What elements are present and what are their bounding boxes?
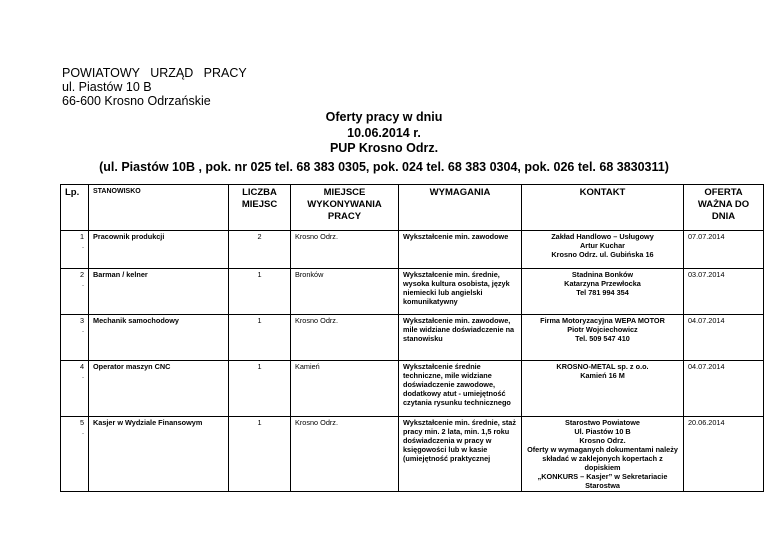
page-heading [0,110,768,157]
table-row [61,361,764,417]
cell-valid-until: 07.07.2014 [684,231,764,269]
row-number: 5 [79,418,84,427]
header-requirements: WYMAGANIA [399,185,522,231]
cell-contact [522,231,684,269]
office-contact-line: (ul. Piastów 10B , pok. nr 025 tel. 68 383 0305, pok. 024 tel. 68 383 0304, pok. 026 tel. 68 3830311) [99,160,669,174]
row-number: 3 [79,316,84,325]
cell-count: 1 [229,361,291,417]
contact-line: Tel 781 994 354 [576,288,629,297]
heading-line-1: Oferty pracy w dniu [325,110,443,124]
contact-line: składać w zaklejonych kopertach z dopiskiem [542,454,663,472]
cell-lp [61,361,89,417]
cell-valid-until: 04.07.2014 [684,361,764,417]
cell-lp [61,269,89,315]
table-row [61,269,764,315]
contact-line: Ul. Piastów 10 B [574,427,631,436]
cell-position: Barman / kelner [89,269,229,315]
cell-lp [61,315,89,361]
heading-date: 10.06.2014 r. [347,125,421,140]
contact-line: Stadnina Bonków [571,270,634,279]
cell-valid-until: 03.07.2014 [684,269,764,315]
table-row [61,315,764,361]
office-city: 66-600 Krosno Odrzańskie [62,94,211,108]
row-number-dot: . [81,325,84,334]
cell-lp [61,231,89,269]
header-position: STANOWISKO [89,185,229,231]
cell-position: Operator maszyn CNC [89,361,229,417]
cell-place: Krosno Odrz. [291,417,399,492]
contact-line: Artur Kuchar [579,241,625,250]
cell-place: Kamień [291,361,399,417]
row-number: 1 [79,232,84,241]
cell-valid-until: 20.06.2014 [684,417,764,492]
contact-line: Kamień 16 M [580,371,625,380]
row-number-dot: . [81,279,84,288]
contact-line: „KONKURS – Kasjer” w Sekretariacie Starostwa [537,472,668,490]
cell-position: Pracownik produkcji [89,231,229,269]
contact-line: Zakład Handlowo – Usługowy [551,232,654,241]
table-header-row [61,185,764,231]
heading-office: PUP Krosno Odrz. [329,141,439,155]
contact-line: Firma Motoryzacyjna WEPA MOTOR [540,316,665,325]
cell-contact [522,269,684,315]
cell-place: Krosno Odrz. [291,315,399,361]
cell-requirements: Wykształcenie średnie techniczne, mile widziane doświadczenie zawodowe, dodatkowy atut - umiejętność czytania rysunku technicznego [399,361,522,417]
cell-contact [522,361,684,417]
cell-count: 1 [229,269,291,315]
cell-contact [522,315,684,361]
cell-position: Kasjer w Wydziale Finansowym [89,417,229,492]
contact-line: Katarzyna Przewłocka [564,279,641,288]
contact-line: Oferty w wymaganych dokumentami należy [527,445,678,454]
header-count: LICZBA MIEJSC [229,185,291,231]
cell-place: Krosno Odrz. [291,231,399,269]
cell-count: 1 [229,315,291,361]
contact-line: Piotr Wojciechowicz [567,325,638,334]
cell-valid-until: 04.07.2014 [684,315,764,361]
row-number: 2 [79,270,84,279]
row-number-dot: . [81,241,84,250]
office-street: ul. Piastów 10 B [62,80,152,94]
row-number-dot: . [81,371,84,380]
cell-requirements: Wykształcenie min. średnie, wysoka kultura osobista, język niemiecki lub angielski komunikatywny [399,269,522,315]
contact-line: Starostwo Powiatowe [564,418,640,427]
header-lp: Lp. [61,185,89,231]
contact-line: KROSNO-METAL sp. z o.o. [556,362,649,371]
header-contact: KONTAKT [522,185,684,231]
cell-contact [522,417,684,492]
header-place: MIEJSCE WYKONYWANIA PRACY [291,185,399,231]
cell-requirements: Wykształcenie min. średnie, staż pracy min. 2 lata, min. 1,5 roku doświadczenia w pracy w księgowości lub w kasie (umiejętność praktycznej [399,417,522,492]
table-row [61,231,764,269]
contact-line: Tel. 509 547 410 [575,334,630,343]
cell-position: Mechanik samochodowy [89,315,229,361]
contact-line: Krosno Odrz. ul. Gubińska 16 [551,250,654,259]
row-number: 4 [79,362,84,371]
cell-requirements: Wykształcenie min. zawodowe [399,231,522,269]
contact-line: Krosno Odrz. [579,436,626,445]
row-number-dot: . [81,427,84,436]
office-address [62,66,247,108]
cell-count: 1 [229,417,291,492]
job-offers-table [60,184,764,492]
cell-count: 2 [229,231,291,269]
cell-place: Bronków [291,269,399,315]
cell-lp [61,417,89,492]
table-row [61,417,764,492]
header-valid-until: OFERTA WAŻNA DO DNIA [684,185,764,231]
office-name: POWIATOWY URZĄD PRACY [62,66,247,80]
cell-requirements: Wykształcenie min. zawodowe, mile widziane doświadczenie na stanowisku [399,315,522,361]
